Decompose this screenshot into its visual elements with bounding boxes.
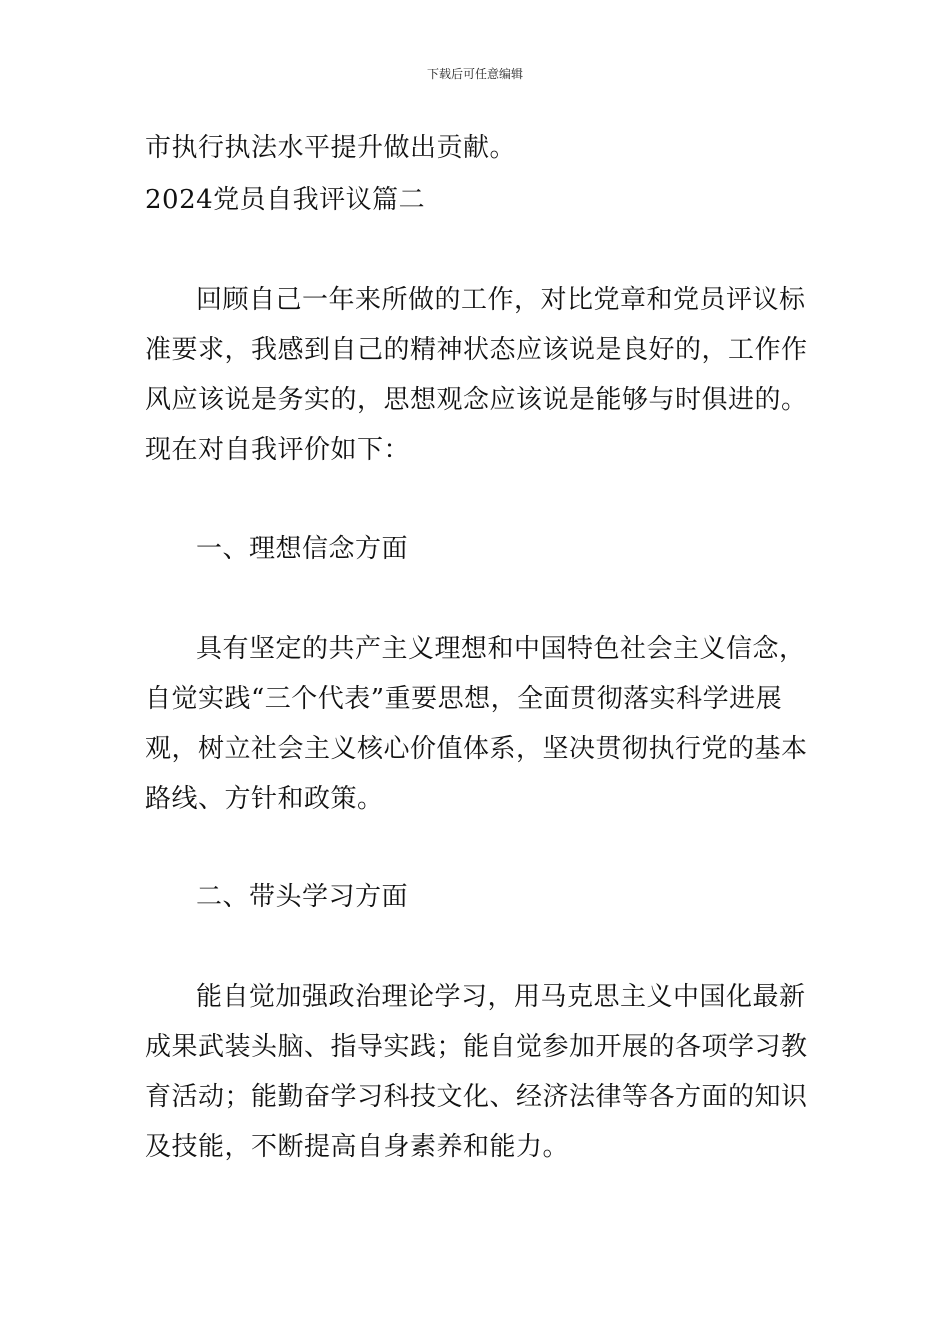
section-title: 2024党员自我评议篇二 [145, 185, 426, 215]
paragraph-line: 及技能，不断提高自身素养和能力。 [145, 1132, 570, 1162]
paragraph-line: 成果武装头脑、指导实践；能自觉参加开展的各项学习教 [145, 1032, 808, 1062]
paragraph-line: 能自觉加强政治理论学习，用马克思主义中国化最新 [196, 982, 806, 1012]
paragraph-line: 育活动；能勤奋学习科技文化、经济法律等各方面的知识 [145, 1082, 808, 1112]
paragraph-line: 自觉实践“三个代表”重要思想，全面贯彻落实科学进展 [145, 684, 783, 714]
paragraph-line: 风应该说是务实的，思想观念应该说是能够与时俱进的。 [145, 385, 808, 415]
paragraph-line: 准要求，我感到自己的精神状态应该说是良好的，工作作 [145, 335, 808, 365]
text-line: 市执行执法水平提升做出贡献。 [145, 133, 517, 163]
paragraph-line: 观，树立社会主义核心价值体系，坚决贯彻执行党的基本 [145, 734, 808, 764]
paragraph-line: 回顾自己一年来所做的工作，对比党章和党员评议标 [196, 285, 806, 315]
paragraph-line: 路线、方针和政策。 [145, 784, 384, 814]
paragraph-line: 具有坚定的共产主义理想和中国特色社会主义信念， [196, 634, 806, 664]
subsection-heading: 一、理想信念方面 [196, 534, 409, 564]
paragraph-line: 现在对自我评价如下： [145, 435, 411, 465]
page-header-note: 下载后可任意编辑 [426, 67, 523, 81]
subsection-heading: 二、带头学习方面 [196, 882, 409, 912]
